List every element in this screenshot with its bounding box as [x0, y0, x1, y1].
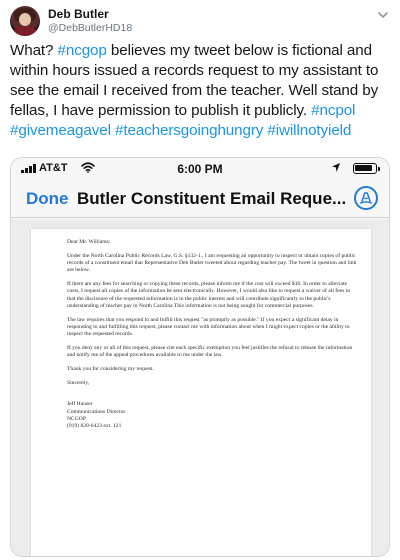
- hashtag-link[interactable]: #ncgop: [57, 42, 107, 59]
- tweet-text-run: What?: [10, 42, 58, 59]
- phone-status-bar: [11, 158, 389, 178]
- document-paragraph: The law requires that you respond to and fulfill this request "as promptly as possible." If you expect a significant delay in responding to and fulfilling this request, please contact me with information about when I might expect copies or the ability to inspect the requested records.: [67, 316, 350, 337]
- document-viewer[interactable]: [11, 219, 389, 557]
- location-arrow-icon: [331, 162, 341, 173]
- hashtag-link[interactable]: #givemeagavel: [10, 122, 111, 139]
- signature-name: Jeff Hauser: [67, 401, 93, 408]
- document-body: [67, 239, 359, 430]
- carrier-label: AT&T: [39, 162, 68, 174]
- tweet-text-run: believes my tweet below is fictional and within hours issued a records request to my assistant to see the email I received from the teacher. Well stand by fellas, I have permission to publish it publicly.: [10, 42, 379, 119]
- signature-org: NCGOP: [67, 415, 86, 422]
- hashtag-link[interactable]: #ncpol: [311, 102, 356, 119]
- status-time: 6:00 PM: [177, 162, 223, 176]
- user-handle[interactable]: @DebButlerHD18: [48, 22, 133, 34]
- done-button[interactable]: Done: [26, 189, 69, 208]
- tweet-header: [10, 6, 390, 36]
- document-paragraph: If there are any fees for searching or copying these records, please inform me if the cost will exceed $10. In order to alleviate costs, I request all copies of the information be sent electronically. However, I would also like to request a waiver of all fees in that the disclosure of the requested information is in the public interest and will contribute significantly to the public's understanding of teacher pay in North Carolina This information is not being sought for commercial purposes.: [67, 281, 351, 309]
- document-paragraph: If you deny any or all of this request, please cite each specific exemption you feel justifies the refusal to release the information and notify me of the appeal procedures available to me under the law.: [67, 345, 353, 359]
- markup-pen-icon[interactable]: [354, 186, 378, 210]
- tweet-media-screenshot[interactable]: [10, 157, 390, 557]
- signature-title: Communications Director: [67, 408, 126, 415]
- chevron-down-icon[interactable]: [376, 8, 390, 22]
- signature-phone: (919) 828-6423 ext. 121: [67, 422, 122, 429]
- document-closing: Sincerely,: [67, 380, 90, 387]
- tweet-text: [10, 41, 392, 141]
- display-name[interactable]: Deb Butler: [48, 7, 109, 21]
- battery-fill: [355, 165, 372, 171]
- document-paragraph: Thank you for considering my request.: [67, 366, 154, 373]
- document-nav-bar: [11, 178, 389, 218]
- hashtag-link[interactable]: #teachersgoinghungry: [115, 122, 264, 139]
- document-title: Butler Constituent Email Reque...: [77, 189, 347, 208]
- battery-icon: [353, 163, 377, 174]
- document-paragraphs: [67, 253, 359, 373]
- hashtag-link[interactable]: #iwillnotyield: [267, 122, 352, 139]
- document-page: [31, 229, 371, 557]
- document-salutation: Dear Mr. Williams:: [67, 239, 111, 245]
- author-names[interactable]: [48, 7, 132, 35]
- document-paragraph: Under the North Carolina Public Records Law, G.S. §132-1., I am requesting an opportunity to inspect or obtain copies of public records of a constituent email that Representative Deb Butler tweeted about regarding teacher pay. The tweet in question and link are below.: [67, 253, 357, 274]
- signature-block: [67, 401, 359, 429]
- avatar[interactable]: [10, 6, 40, 36]
